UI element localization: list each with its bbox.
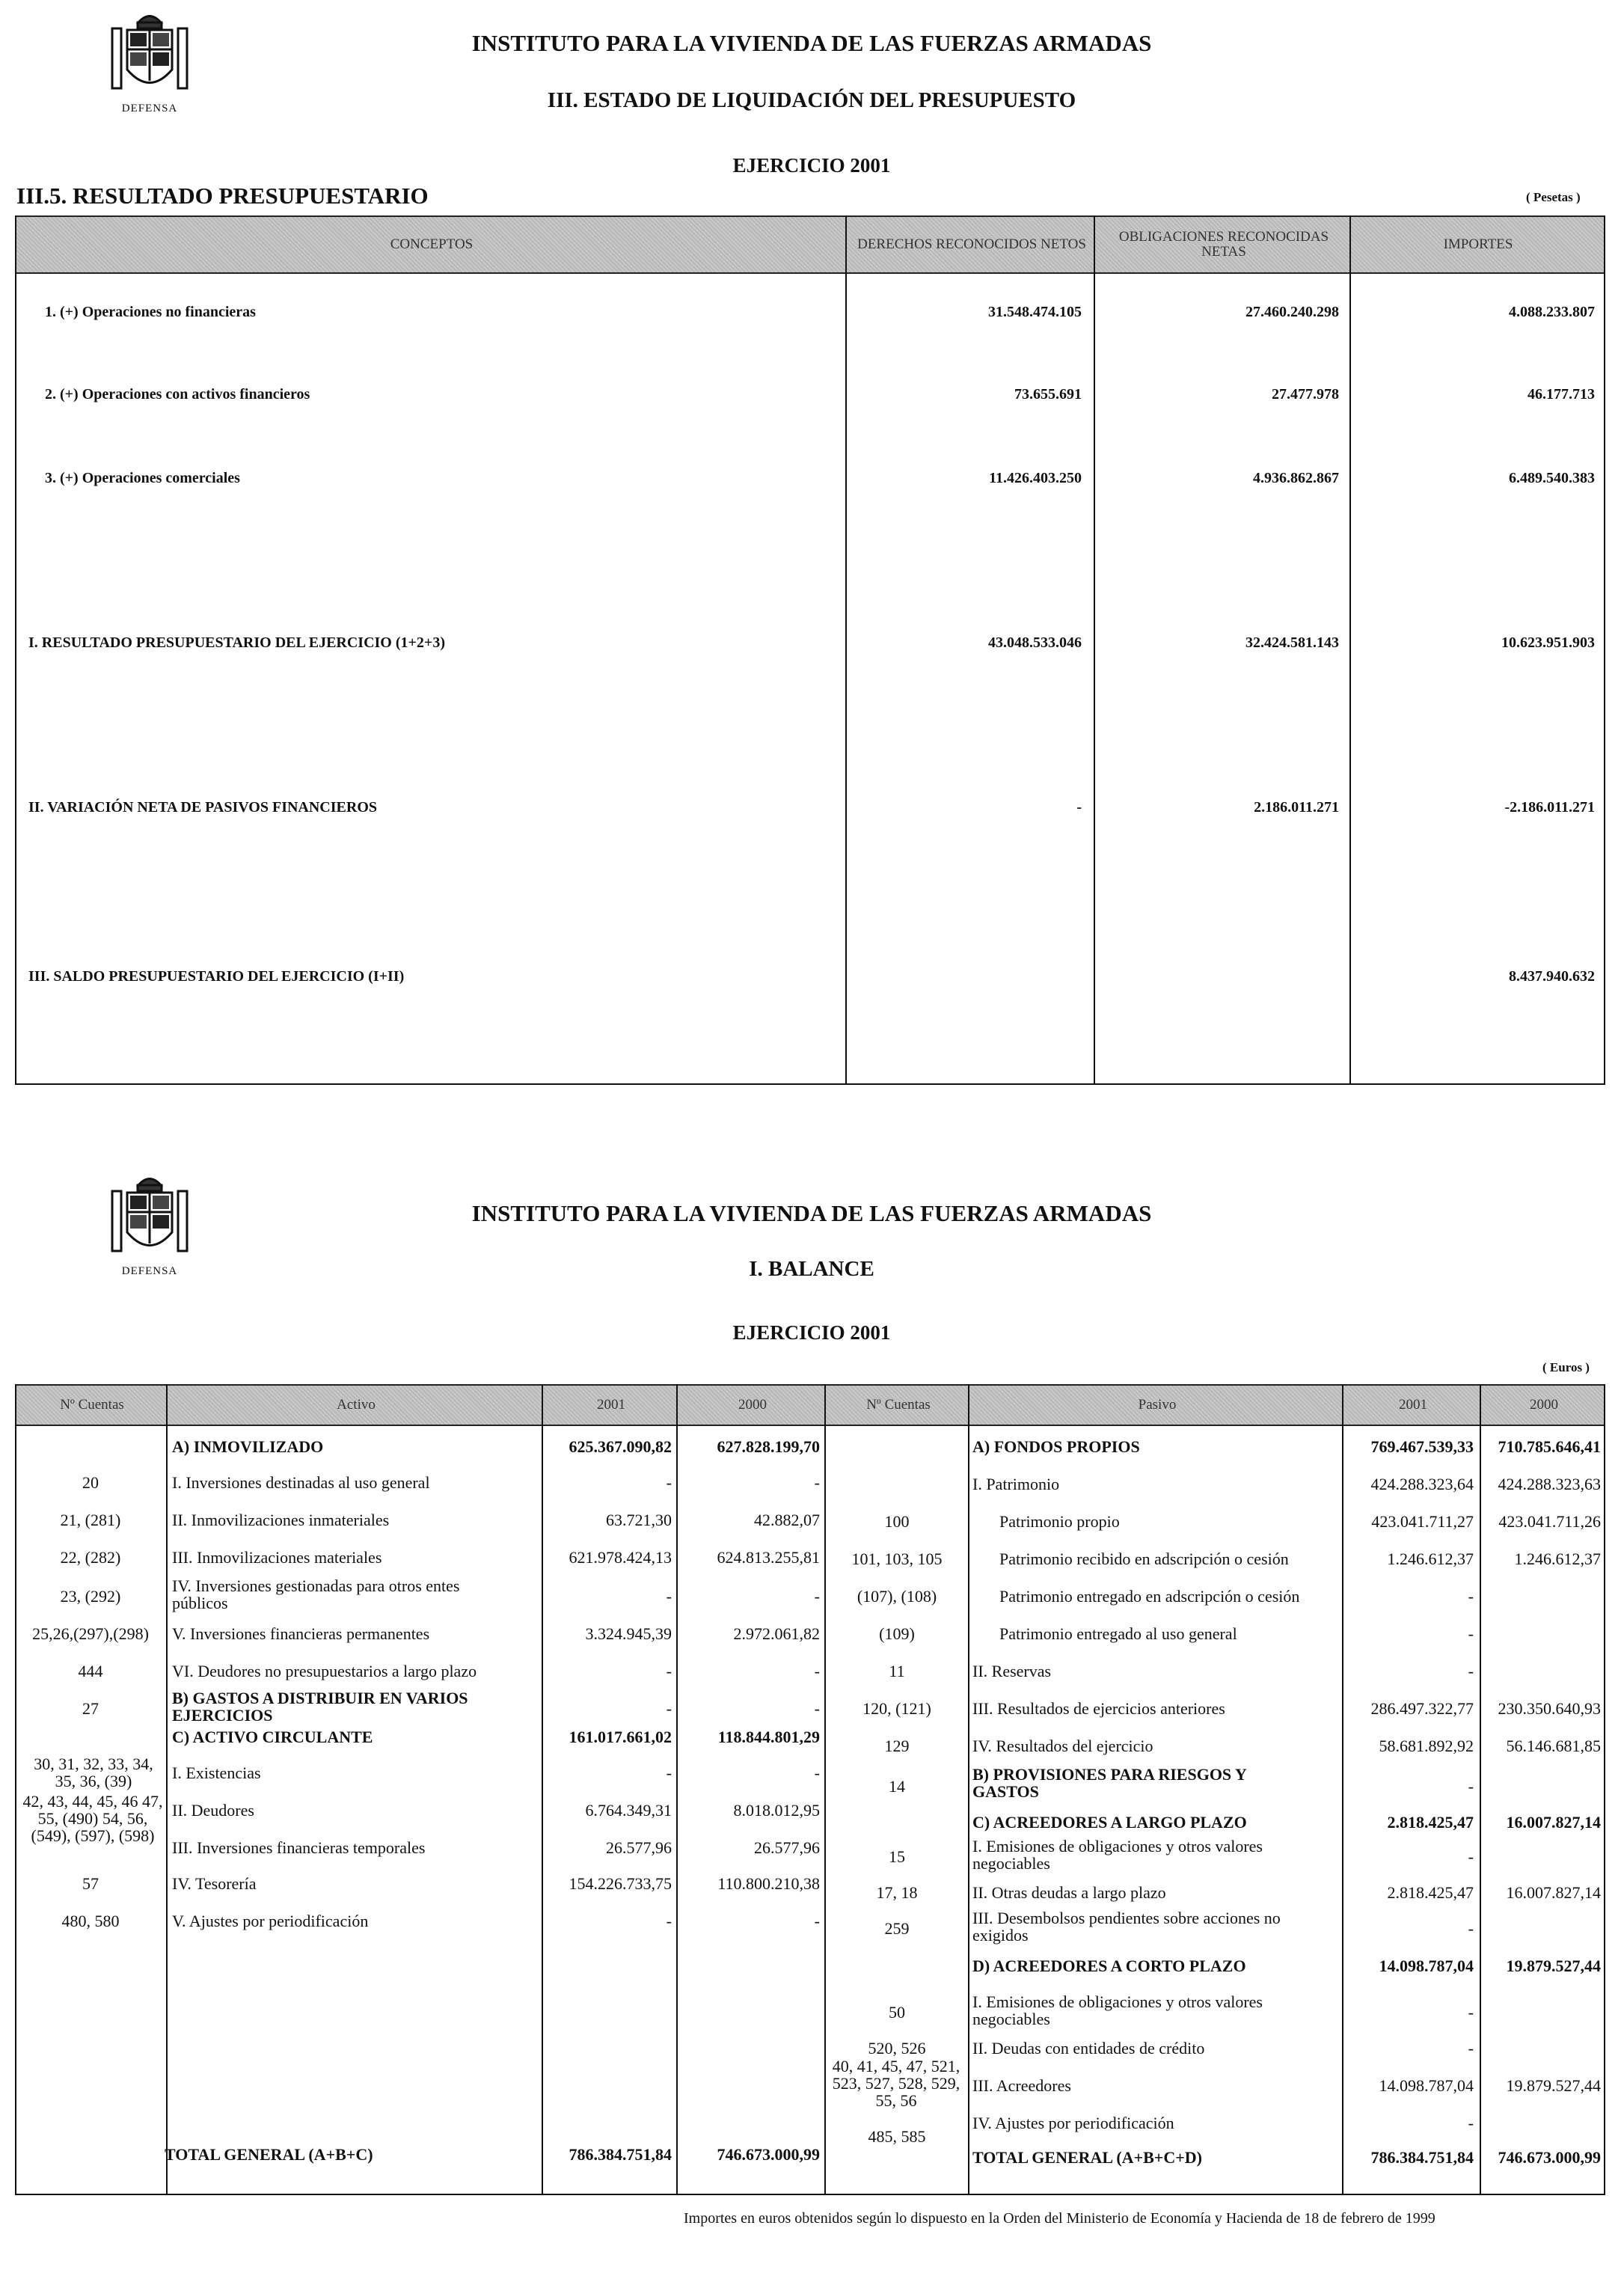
- currency-unit-2: ( Euros ): [1542, 1360, 1590, 1374]
- header-2000-activo: 2000: [738, 1397, 767, 1413]
- emblem-label: DEFENSA: [121, 103, 178, 114]
- list-item: Patrimonio entregado en adscripción o cesión: [999, 1587, 1300, 1606]
- list-item: IV. Tesorería: [172, 1874, 257, 1893]
- list-item: Patrimonio recibido en adscripción o cesión: [999, 1549, 1289, 1568]
- list-item: II. Deudas con entidades de crédito: [972, 2039, 1205, 2058]
- balance-header: [15, 1384, 1605, 1426]
- list-item: III. Acreedores: [972, 2076, 1071, 2095]
- header-derechos: DERECHOS RECONOCIDOS NETOS: [857, 236, 1086, 253]
- list-item: Patrimonio entregado al uso general: [999, 1624, 1237, 1643]
- list-item: I. Inversiones destinadas al uso general: [172, 1473, 430, 1492]
- institute-title-2: INSTITUTO PARA LA VIVIENDA DE LAS FUERZAS ARMADAS: [471, 1200, 1152, 1226]
- fiscal-year-2: EJERCICIO 2001: [732, 1321, 891, 1344]
- list-item: V. Ajustes por periodificación: [172, 1912, 369, 1930]
- footer-note: Importes en euros obtenidos según lo dispuesto en la Orden del Ministerio de Economía y Hacienda de 18 de febrero de 1999: [684, 2210, 1435, 2227]
- list-item: IV. Inversiones gestionadas para otros entes públicos: [172, 1576, 460, 1613]
- list-item: III. Desembolsos pendientes sobre acciones no exigidos: [972, 1909, 1281, 1945]
- header-activo: Activo: [337, 1397, 376, 1413]
- header-cuentas-activo: Nº Cuentas: [60, 1397, 124, 1413]
- list-item: D) ACREEDORES A CORTO PLAZO: [972, 1957, 1246, 1975]
- spanish-coat-of-arms-icon: [105, 6, 194, 100]
- total-activo: TOTAL GENERAL (A+B+C): [165, 2145, 373, 2164]
- emblem-label: DEFENSA: [121, 1265, 178, 1277]
- currency-unit: ( Pesetas ): [1526, 190, 1581, 204]
- fiscal-year: EJERCICIO 2001: [732, 154, 891, 177]
- list-item: B) GASTOS A DISTRIBUIR EN VARIOS EJERCICIOS: [172, 1689, 468, 1725]
- header-2001-pasivo: 2001: [1399, 1397, 1427, 1413]
- list-item: VI. Deudores no presupuestarios a largo plazo: [172, 1662, 477, 1680]
- institute-title: INSTITUTO PARA LA VIVIENDA DE LAS FUERZAS ARMADAS: [471, 30, 1152, 56]
- balance-table: Nº Cuentas Activo 2001 2000 Nº Cuentas Pasivo 2001 2000 A) INMOVILIZADO 625.367.090,82 627.828.199,70 20 I. Inversiones destinadas al uso general - - 21, (281) II. Inmovilizaciones inmateriales 63.721,30 42.882,07 22, (282) III. Inmovilizaciones materiales 621.978.424,13 624.813.255,81 23, (292) IV. Inversiones gestionadas para otros entes públicos - - 25,26,(297),(298) V. Inversiones financieras permanentes 3.324.945,39 2.972.061,82 444 VI. Deudores no presupuestarios a largo plazo - - 27 B) GASTOS A DISTRIBUIR EN VARIOS EJERCICIOS - - C) ACTIVO CIRCULANTE 161.017.661,02 118.844.801,29 30, 31, 32, 33, 34, 35, 36, (39) I. Existencias - - 42, 43, 44, 45, 46 47, 55, (490) 54, 56, (549), (597), (598) II. Deudores 6.764.349,31 8.018.012,95 III. Inversiones financieras temporales 26.577,96 26.577,96 57 IV. Tesorería 154.226.733,75 110.800.210,38 480, 580 V. Ajustes por periodificación - - TOTAL GENERAL (A+B+C) 786.384.751,84 746.673.000,99 A) FONDOS PROPIOS 769.467.539,33 710.785.646,41 I. Patrimonio 424.288.323,64 424.288.323,63 100 Patrimonio propio 423.041.711,27 423.041.711,26 101, 103, 105 Patrimonio recibido en adscripción o cesión 1.246.612,37 1.246.612,37 (107), (108) Patrimonio entregado en adscripción o cesión - (109) Patrimonio entregado al uso general - 11 II. Reservas - 120, (121) III. Resultados de ejercicios anteriores 286.497.322,77 230.350.640,93 129 IV. Resultados del ejercicio 58.681.892,92 56.146.681,85 14 B) PROVISIONES PARA RIESGOS Y GASTOS - C) ACREEDORES A LARGO PLAZO 2.818.425,47 16.007.827,14 15 I. Emisiones de obligaciones y otros valores negociables - 17, 18 II. Otras deudas a largo plazo 2.818.425,47 16.007.827,14 259 III. Desembolsos pendientes sobre acciones no exigidos - D) ACREEDORES A CORTO PLAZO 14.098.787,04 19.879.527,44 50 I. Emisiones de obligaciones y otros valores negociables - 520, 526 II. Deudas con entidades de crédito - 40, 41, 45, 47, 521, 523, 527, 528, 529, 55, 56 III. Acreedores 14.098.787,04 19.879.527,44 485, 585 IV. Ajustes por periodificación - TOTAL GENERAL (A+B+C+D) 786.384.751,84 746.673.000,99: [15, 1384, 1605, 2195]
- budget-result-table: CONCEPTOS DERECHOS RECONOCIDOS NETOS OBLIGACIONES RECONOCIDAS NETAS IMPORTES 1. (+) Operaciones no financieras 31.548.474.105 27.460.240.298 4.088.233.807 2. (+) Operaciones con activos financieros 73.655.691 27.477.978 46.177.713 3. (+) Operaciones comerciales 11.426.403.250 4.936.862.867 6.489.540.383 I. RESULTADO PRESUPUESTARIO DEL EJERCICIO (1+2+3) 43.048.533.046 32.424.581.143 10.623.951.903 II. VARIACIÓN NETA DE PASIVOS FINANCIEROS - 2.186.011.271 -2.186.011.271 III. SALDO PRESUPUESTARIO DEL EJERCICIO (I+II) 8.437.940.632: [15, 215, 1605, 1085]
- coat-of-arms-emblem-2: [101, 1169, 198, 1278]
- total-pasivo: TOTAL GENERAL (A+B+C+D): [972, 2148, 1202, 2167]
- list-item: II. Inmovilizaciones inmateriales: [172, 1511, 390, 1529]
- list-item: II. Deudores: [172, 1801, 254, 1820]
- list-item: A) FONDOS PROPIOS: [972, 1437, 1140, 1456]
- list-item: V. Inversiones financieras permanentes: [172, 1624, 430, 1643]
- table-header: [15, 215, 1605, 274]
- list-item: Patrimonio propio: [999, 1512, 1120, 1531]
- list-item: I. Existencias: [172, 1763, 261, 1782]
- list-item: III. Resultados de ejercicios anteriores: [972, 1699, 1225, 1718]
- list-item: III. Inversiones financieras temporales: [172, 1838, 426, 1857]
- header-2001-activo: 2001: [597, 1397, 625, 1413]
- list-item: C) ACTIVO CIRCULANTE: [172, 1728, 373, 1746]
- header-conceptos: CONCEPTOS: [390, 236, 474, 253]
- coat-of-arms-emblem: [101, 6, 198, 115]
- section-title: III.5. RESULTADO PRESUPUESTARIO: [16, 183, 429, 209]
- document-subtitle: III. ESTADO DE LIQUIDACIÓN DEL PRESUPUESTO: [547, 88, 1076, 112]
- list-item: C) ACREEDORES A LARGO PLAZO: [972, 1813, 1247, 1832]
- list-item: I. Patrimonio: [972, 1475, 1060, 1493]
- spanish-coat-of-arms-icon: [105, 1169, 194, 1262]
- list-item: II. Otras deudas a largo plazo: [972, 1883, 1166, 1902]
- header-obligaciones: OBLIGACIONES RECONOCIDAS NETAS: [1118, 229, 1329, 260]
- header-cuentas-pasivo: Nº Cuentas: [866, 1397, 931, 1413]
- list-item: II. Reservas: [972, 1662, 1052, 1680]
- list-item: III. Inmovilizaciones materiales: [172, 1548, 382, 1567]
- header-importes: IMPORTES: [1443, 236, 1513, 253]
- header-pasivo: Pasivo: [1138, 1397, 1177, 1413]
- list-item: IV. Resultados del ejercicio: [972, 1737, 1153, 1755]
- list-item: I. Emisiones de obligaciones y otros valores negociables: [972, 1837, 1263, 1873]
- list-item: I. Emisiones de obligaciones y otros valores negociables: [972, 1992, 1263, 2029]
- list-item: B) PROVISIONES PARA RIESGOS Y GASTOS: [972, 1765, 1246, 1802]
- balance-subtitle: I. BALANCE: [749, 1257, 874, 1281]
- list-item: IV. Ajustes por periodificación: [972, 2114, 1174, 2132]
- list-item: A) INMOVILIZADO: [172, 1437, 324, 1456]
- header-2000-pasivo: 2000: [1530, 1397, 1558, 1413]
